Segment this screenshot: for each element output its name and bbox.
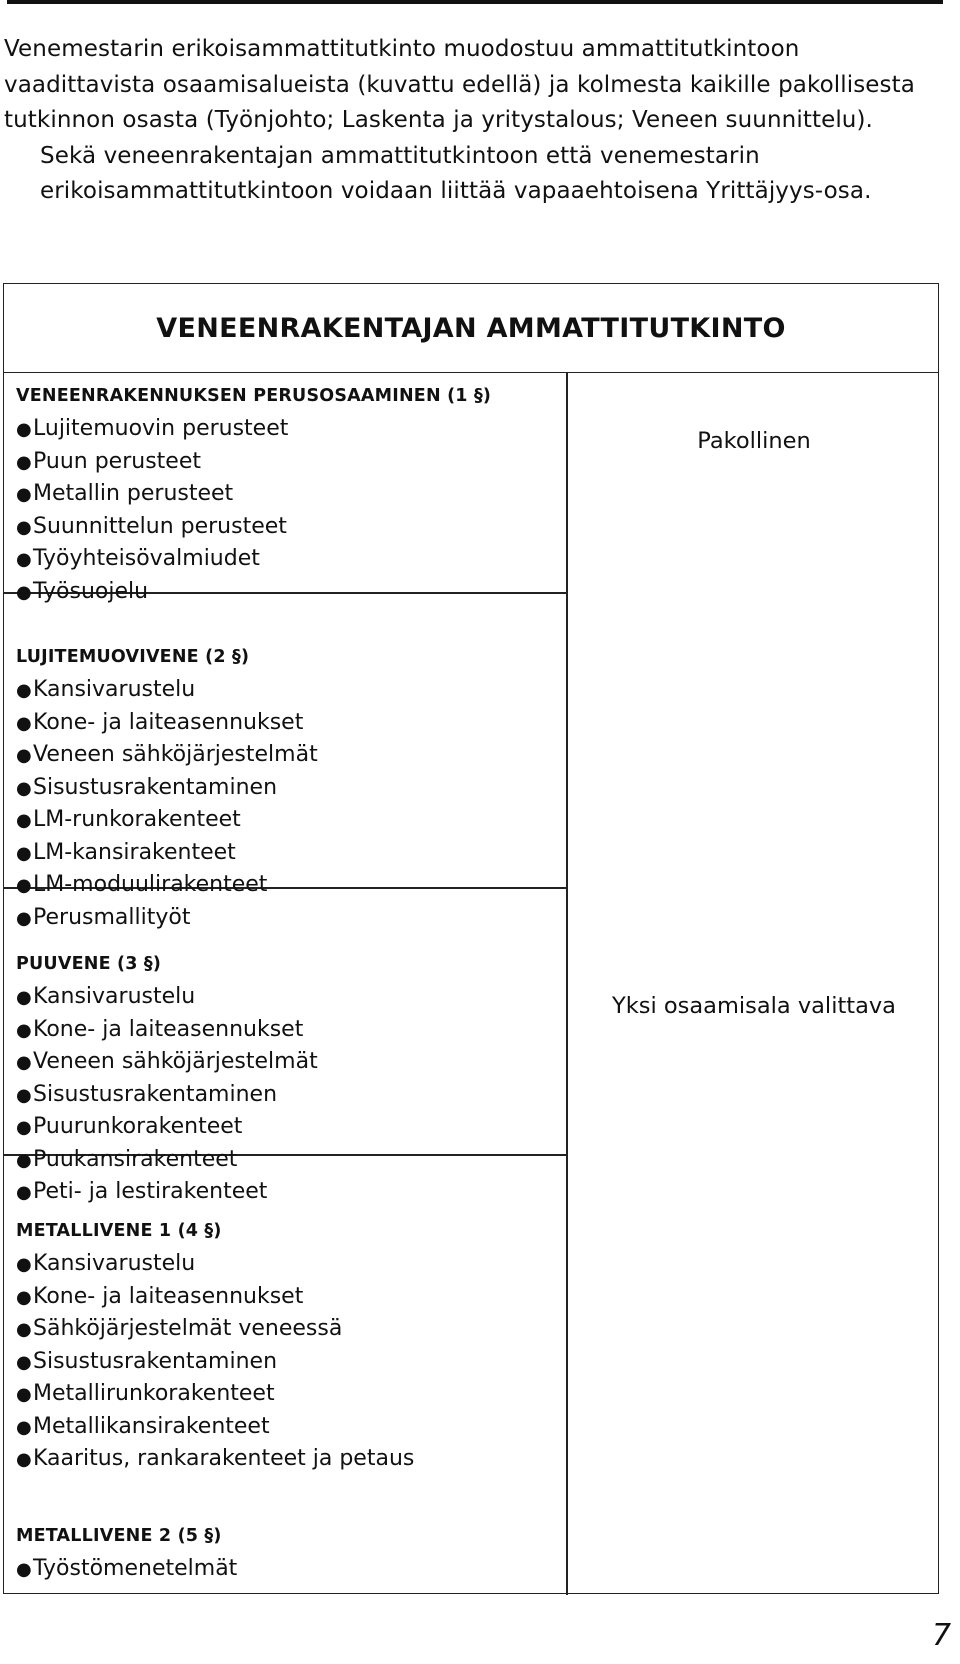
bullet-icon: ●	[16, 842, 32, 864]
list-item-label: Kone- ja laiteasennukset	[33, 709, 304, 735]
bullet-icon: ●	[16, 1117, 32, 1138]
list-item-label: Veneen sähköjärjestelmät	[33, 742, 318, 767]
list-item-label: Työsuojelu	[33, 578, 149, 604]
list-item	[16, 804, 561, 837]
list-item	[16, 981, 561, 1014]
list-item-label: Lujitemuovin perusteet	[33, 416, 289, 441]
list-item	[16, 511, 561, 544]
list-item-label: Työstömenetelmät	[33, 1556, 238, 1581]
list-item-label: Sisustusrakentaminen	[33, 1081, 278, 1107]
bullet-icon: ●	[16, 987, 32, 1008]
list-item-label: Kansivarustelu	[33, 1251, 196, 1276]
list-item	[16, 543, 561, 576]
section-heading: VENEENRAKENNUKSEN PERUSOSAAMINEN (1 §)	[16, 386, 492, 406]
section-metallivene-2	[16, 1520, 561, 1586]
bullet-icon: ●	[16, 712, 32, 734]
list-item-label: Metallin perusteet	[33, 481, 234, 506]
bullet-icon: ●	[16, 1084, 32, 1106]
bullet-icon: ●	[16, 516, 32, 538]
list-item-label: Kansivarustelu	[33, 984, 196, 1009]
list-item	[16, 1553, 561, 1586]
section-heading: LUJITEMUOVIVENE (2 §)	[16, 647, 250, 667]
bullet-icon: ●	[16, 1182, 32, 1203]
intro-paragraph-1: Venemestarin erikoisammattitutkinto muodostuu ammattitutkintoon vaadittavista osaamisalueista (kuvattu edellä) ja kolmesta kaikille pakollisesta tutkinnon osasta (Työnjohto; Laskenta ja yritystalous; Veneen suunnittelu).	[4, 36, 915, 133]
bullet-icon: ●	[16, 907, 32, 929]
table-title: VENEENRAKENTAJAN AMMATTITUTKINTO	[4, 284, 938, 373]
list-item	[16, 1346, 561, 1379]
list-item	[16, 1443, 561, 1476]
list-item	[16, 1079, 561, 1112]
bullet-icon: ●	[16, 419, 32, 440]
section-perusosaaminen	[16, 380, 561, 608]
bullet-icon: ●	[16, 549, 32, 570]
list-item	[16, 707, 561, 740]
bullet-icon: ●	[16, 1149, 32, 1171]
list-item	[16, 772, 561, 805]
list-item-label: LM-runkorakenteet	[33, 807, 241, 832]
list-item-label: Metallirunkorakenteet	[33, 1381, 275, 1406]
list-item	[16, 1144, 561, 1177]
requirement-mandatory: Pakollinen	[697, 428, 811, 454]
bullet-icon: ●	[16, 745, 32, 766]
list-item-label: Metallikansirakenteet	[33, 1413, 270, 1439]
list-item-label: Suunnittelun perusteet	[33, 513, 287, 539]
section-lujitemuovivene	[16, 641, 561, 934]
bullet-icon: ●	[16, 875, 32, 896]
bullet-icon: ●	[16, 1416, 32, 1438]
section-puuvene	[16, 948, 561, 1209]
section-metallivene-1	[16, 1215, 561, 1476]
bullet-icon: ●	[16, 1052, 32, 1073]
list-item	[16, 1378, 561, 1411]
list-item-label: Veneen sähköjärjestelmät	[33, 1049, 318, 1074]
bullet-icon: ●	[16, 1254, 32, 1275]
list-item	[16, 674, 561, 707]
list-item-label: LM-moduulirakenteet	[33, 872, 268, 897]
qualification-table	[3, 283, 939, 1594]
list-item	[16, 837, 561, 870]
list-item-label: Puukansirakenteet	[33, 1146, 238, 1172]
bullet-icon: ●	[16, 1384, 32, 1405]
list-item-label: Työyhteisövalmiudet	[33, 546, 260, 571]
list-item-label: Kone- ja laiteasennukset	[33, 1283, 304, 1309]
bullet-icon: ●	[16, 810, 32, 831]
list-item	[16, 478, 561, 511]
list-item-label: Puun perusteet	[33, 448, 201, 474]
list-item	[16, 1411, 561, 1444]
list-item	[16, 1111, 561, 1144]
list-item	[16, 1248, 561, 1281]
section-heading: METALLIVENE 1 (4 §)	[16, 1221, 222, 1241]
bullet-icon: ●	[16, 1559, 32, 1580]
bullet-icon: ●	[16, 484, 32, 505]
list-item-label: Kaaritus, rankarakenteet ja petaus	[33, 1446, 415, 1471]
bullet-icon: ●	[16, 1319, 32, 1340]
bullet-icon: ●	[16, 1019, 32, 1041]
page-number: 7	[932, 1618, 952, 1653]
list-item	[16, 1176, 561, 1209]
list-item	[16, 739, 561, 772]
list-item	[16, 1046, 561, 1079]
top-rule	[7, 0, 943, 4]
list-item-label: Sähköjärjestelmät veneessä	[33, 1316, 343, 1341]
requirement-choose-one: Yksi osaamisala valittava	[612, 993, 896, 1019]
list-item	[16, 902, 561, 935]
list-item-label: Kone- ja laiteasennukset	[33, 1016, 304, 1042]
list-item	[16, 1014, 561, 1047]
list-item	[16, 413, 561, 446]
list-item-label: Sisustusrakentaminen	[33, 774, 278, 800]
list-item	[16, 869, 561, 902]
list-item	[16, 1313, 561, 1346]
intro-paragraph-2: Sekä veneenrakentajan ammattitutkintoon että venemestarin erikoisammattitutkintoon voidaan liittää vapaaehtoisena Yrittäjyys-osa.	[40, 142, 872, 204]
list-item-label: LM-kansirakenteet	[33, 839, 236, 865]
bullet-icon: ●	[16, 1286, 32, 1308]
list-item	[16, 1281, 561, 1314]
list-item-label: Perusmallityöt	[33, 904, 191, 930]
list-item-label: Kansivarustelu	[33, 677, 196, 702]
section-heading: PUUVENE (3 §)	[16, 954, 162, 974]
list-item-label: Puurunkorakenteet	[33, 1114, 243, 1139]
list-item-label: Sisustusrakentaminen	[33, 1348, 278, 1374]
list-item-label: Peti- ja lestirakenteet	[33, 1179, 268, 1204]
bullet-icon: ●	[16, 777, 32, 799]
intro-text	[4, 32, 944, 210]
bullet-icon: ●	[16, 451, 32, 473]
bullet-icon: ●	[16, 581, 32, 603]
bullet-icon: ●	[16, 1351, 32, 1373]
section-heading: METALLIVENE 2 (5 §)	[16, 1526, 222, 1546]
list-item	[16, 446, 561, 479]
bullet-icon: ●	[16, 1449, 32, 1470]
column-divider	[566, 373, 568, 1595]
bullet-icon: ●	[16, 680, 32, 701]
list-item	[16, 576, 561, 609]
